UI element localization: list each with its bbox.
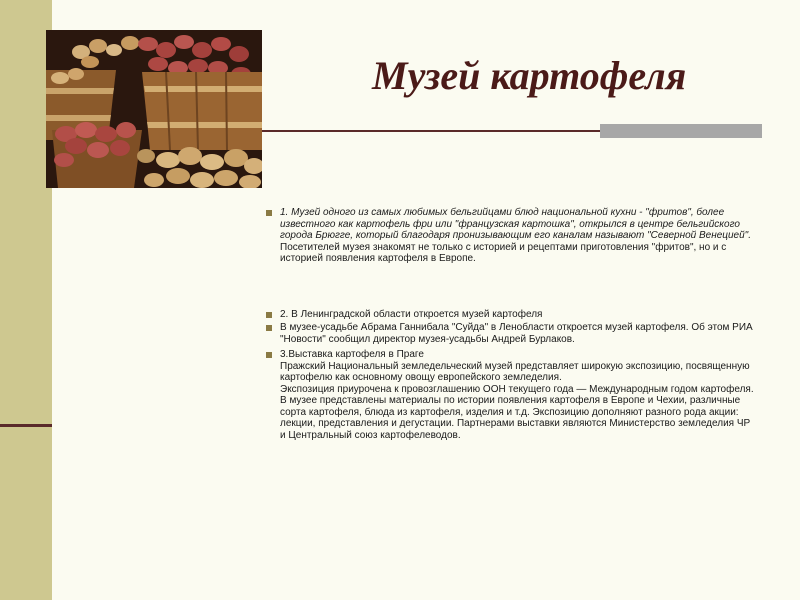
list-item-brugge-museum: [264, 207, 756, 265]
title-accent-block: [600, 124, 762, 138]
potato-baskets-photo: [46, 30, 262, 188]
slide-title: Музей картофеля: [372, 53, 687, 98]
bullet-icon: [266, 352, 272, 358]
list-item-text: Экспозиция приурочена к провозглашению ООН текущего года — Международным годом картофеля. В музее представлены материалы по истории появления картофеля в Европе и Чехии, различные сорта картофеля, блюда из картофеля, изделия и т.д. Экспозицию дополняют разного рода акции: лекции, представления и дегустации. Партнерами выставки являются Министерство земледелия ЧР и Центральный союз картофелеводов.: [280, 383, 754, 441]
list-item-suida-museum: [264, 322, 756, 345]
bullet-icon: [266, 312, 272, 318]
title-underline: [262, 130, 600, 132]
bullet-icon: [266, 210, 272, 216]
list-item-text: Посетителей музея знакомят не только с историей и рецептами приготовления "фритов", но и с историей появления картофеля в Европе.: [280, 241, 727, 264]
list-item-prague-exhibition: [264, 349, 756, 441]
bullet-icon: [266, 325, 272, 331]
list-item-text: В музее-усадьбе Абрама Ганнибала "Суйда" в Ленобласти откроется музей картофеля. Об этом РИА "Новости" сообщил директор музея-усадьбы Андрей Бурлаков.: [280, 322, 753, 345]
left-band-divider: [0, 424, 52, 427]
list-item-text: Пражский Национальный земледельческий музей представляет широкую экспозицию, посвященную картофелю как основному овощу европейского земледелия.: [280, 360, 750, 383]
slide-content: [264, 207, 756, 441]
list-item-text: 3.Выставка картофеля в Праге: [280, 349, 424, 360]
list-item-leningrad-heading: [264, 309, 756, 321]
list-item-text: 1. Музей одного из самых любимых бельгийцами блюд национальной кухни - "фритов", более известного как картофель фри или "французская картошка", открылся в центре бельгийского города Брюгге, который благодаря пронизывающим его каналам называют "Северной Венецией".: [280, 207, 752, 241]
list-item-text: 2. В Ленинградской области откроется музей картофеля: [280, 308, 543, 320]
left-decorative-band: [0, 0, 52, 600]
